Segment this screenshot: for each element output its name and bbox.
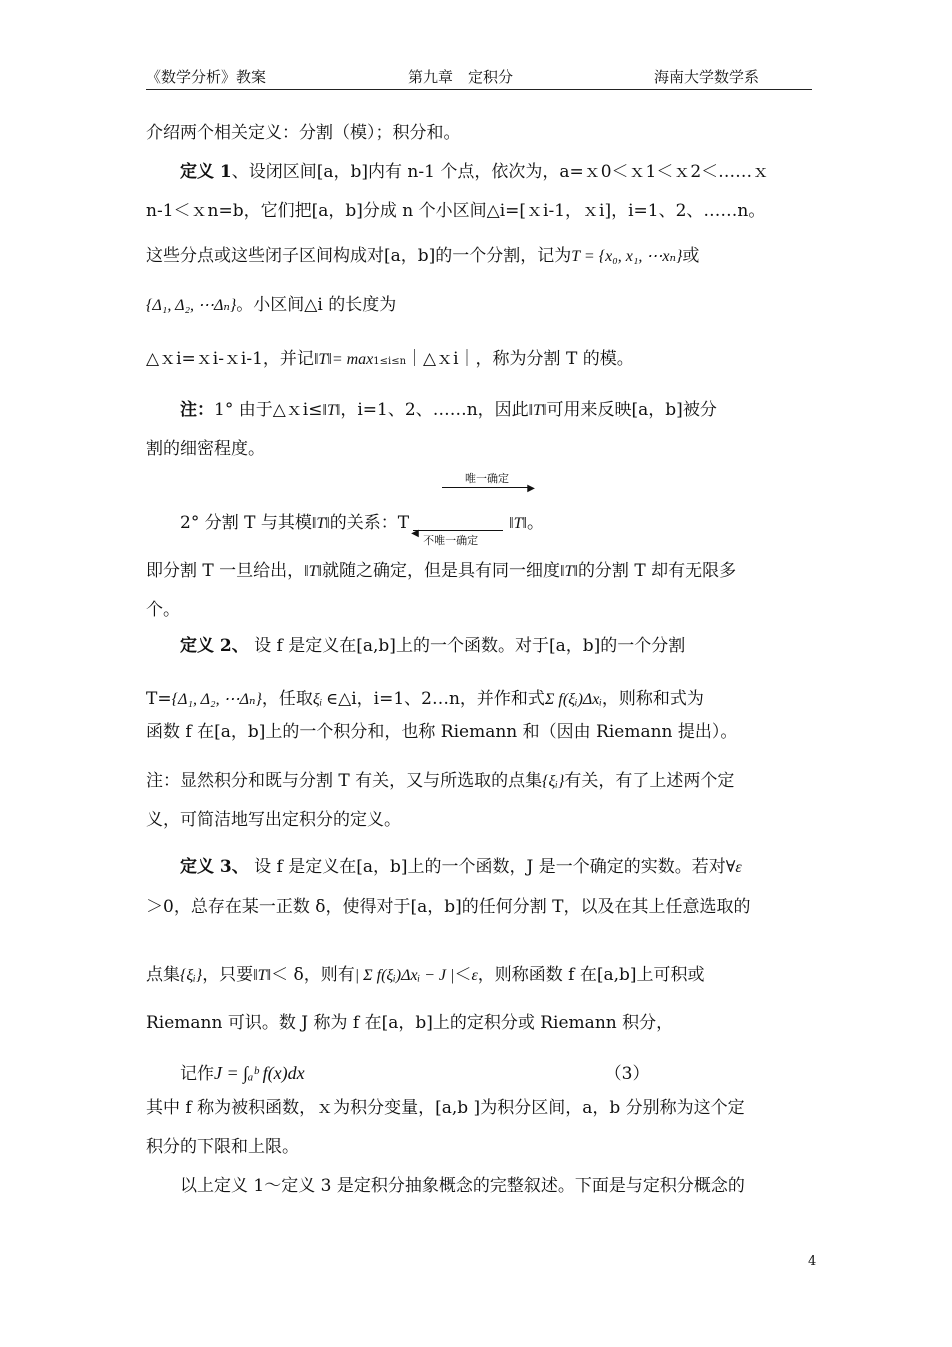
definition-3-line4: Riemann 可识。数 J 称为 f 在[a，b]上的定积分或 Riemann 积分， <box>146 1013 674 1033</box>
header-rule <box>146 89 812 90</box>
definition-2-line3: 函数 f 在[a，b]上的一个积分和，也称 Riemann 和（因由 Riemann 提出）。 <box>146 722 738 742</box>
definition-2-line2: T={Δ₁, Δ₂, ⋯Δₙ}，任取ξᵢ ∈△i，i=1、2…n，并作和式Σ f(ξᵢ)Δxᵢ，则称和式为 <box>146 689 704 709</box>
note-1-cont: 割的细密程度。 <box>146 439 265 459</box>
note-2-cont: 即分割 T 一旦给出，‖T‖就随之确定，但是具有同一细度‖T‖的分割 T 却有无限多 <box>146 561 737 581</box>
definition-1-line4: {Δ₁, Δ₂, ⋯Δₙ}。小区间△i 的长度为 <box>146 295 397 315</box>
note-1: 注：1° 由于△ｘi≤‖T‖，i=1、2、……n，因此‖T‖可用来反映[a，b]被分 <box>180 400 717 420</box>
definition-3-line6: 积分的下限和上限。 <box>146 1137 299 1157</box>
definition-3-line3: 点集{ξᵢ}，只要‖T‖＜ δ，则有| Σ f(ξᵢ)Δxᵢ − J |＜ε，则称函数 f 在[a,b]上可积或 <box>146 965 705 985</box>
unique-arrow: 唯一确定 ▶ <box>442 470 532 487</box>
note-3: 注：显然积分和既与分割 T 有关，又与所选取的点集{ξᵢ}有关，有了上述两个定 <box>146 771 735 791</box>
page-header <box>146 66 812 88</box>
summary-line: 以上定义 1～定义 3 是定积分抽象概念的完整叙述。下面是与定积分概念的 <box>180 1176 745 1196</box>
definition-1-line2: n-1＜ｘn=b，它们把[a，b]分成 n 个小区间△i=[ｘi-1，ｘi]，i=1、2、……n。 <box>146 201 766 221</box>
integral-formula: 记作J = ∫ₐᵇ f(x)dx （3） <box>180 1063 650 1084</box>
definition-2-line1: 定义 2、 设 f 是定义在[a,b]上的一个函数。对于[a，b]的一个分割 <box>180 636 686 656</box>
page-number: 4 <box>808 1254 817 1269</box>
definition-3-line1: 定义 3、 设 f 是定义在[a，b]上的一个函数，J 是一个确定的实数。若对∀ε <box>180 857 742 877</box>
definition-1-line3: 这些分点或这些闭子区间构成对[a，b]的一个分割，记为T = {x₀, x₁, ⋯xₙ}或 <box>146 246 700 266</box>
note-2: 2° 分割 T 与其模‖T‖的关系：T ◀ 不唯一确定 ‖T‖。 <box>180 513 544 547</box>
header-right: 海南大学数学系 <box>654 68 760 86</box>
definition-3-line2: ＞0，总存在某一正数 δ，使得对于[a，b]的任何分割 T，以及在其上任意选取的 <box>146 897 751 917</box>
header-center: 第九章 定积分 <box>408 68 514 86</box>
note-2-cont2: 个。 <box>146 600 180 620</box>
note-3-cont: 义，可简洁地写出定积分的定义。 <box>146 810 401 830</box>
definition-1-line1: 定义 1、设闭区间[a，b]内有 n-1 个点，依次为，a=ｘ0＜ｘ1＜ｘ2＜……ｘ <box>180 162 770 182</box>
definition-3-line5: 其中 f 称为被积函数，ｘ为积分变量，[a,b ]为积分区间，a，b 分别称为这个定 <box>146 1098 745 1118</box>
header-left: 《数学分析》教案 <box>146 68 267 86</box>
intro-line: 介绍两个相关定义：分割（模）；积分和。 <box>146 123 461 143</box>
definition-1-line5: △ｘi=ｘi-ｘi-1，并记‖T‖= max1≤i≤n｜△ｘi｜，称为分割 T 的模。 <box>146 349 634 369</box>
